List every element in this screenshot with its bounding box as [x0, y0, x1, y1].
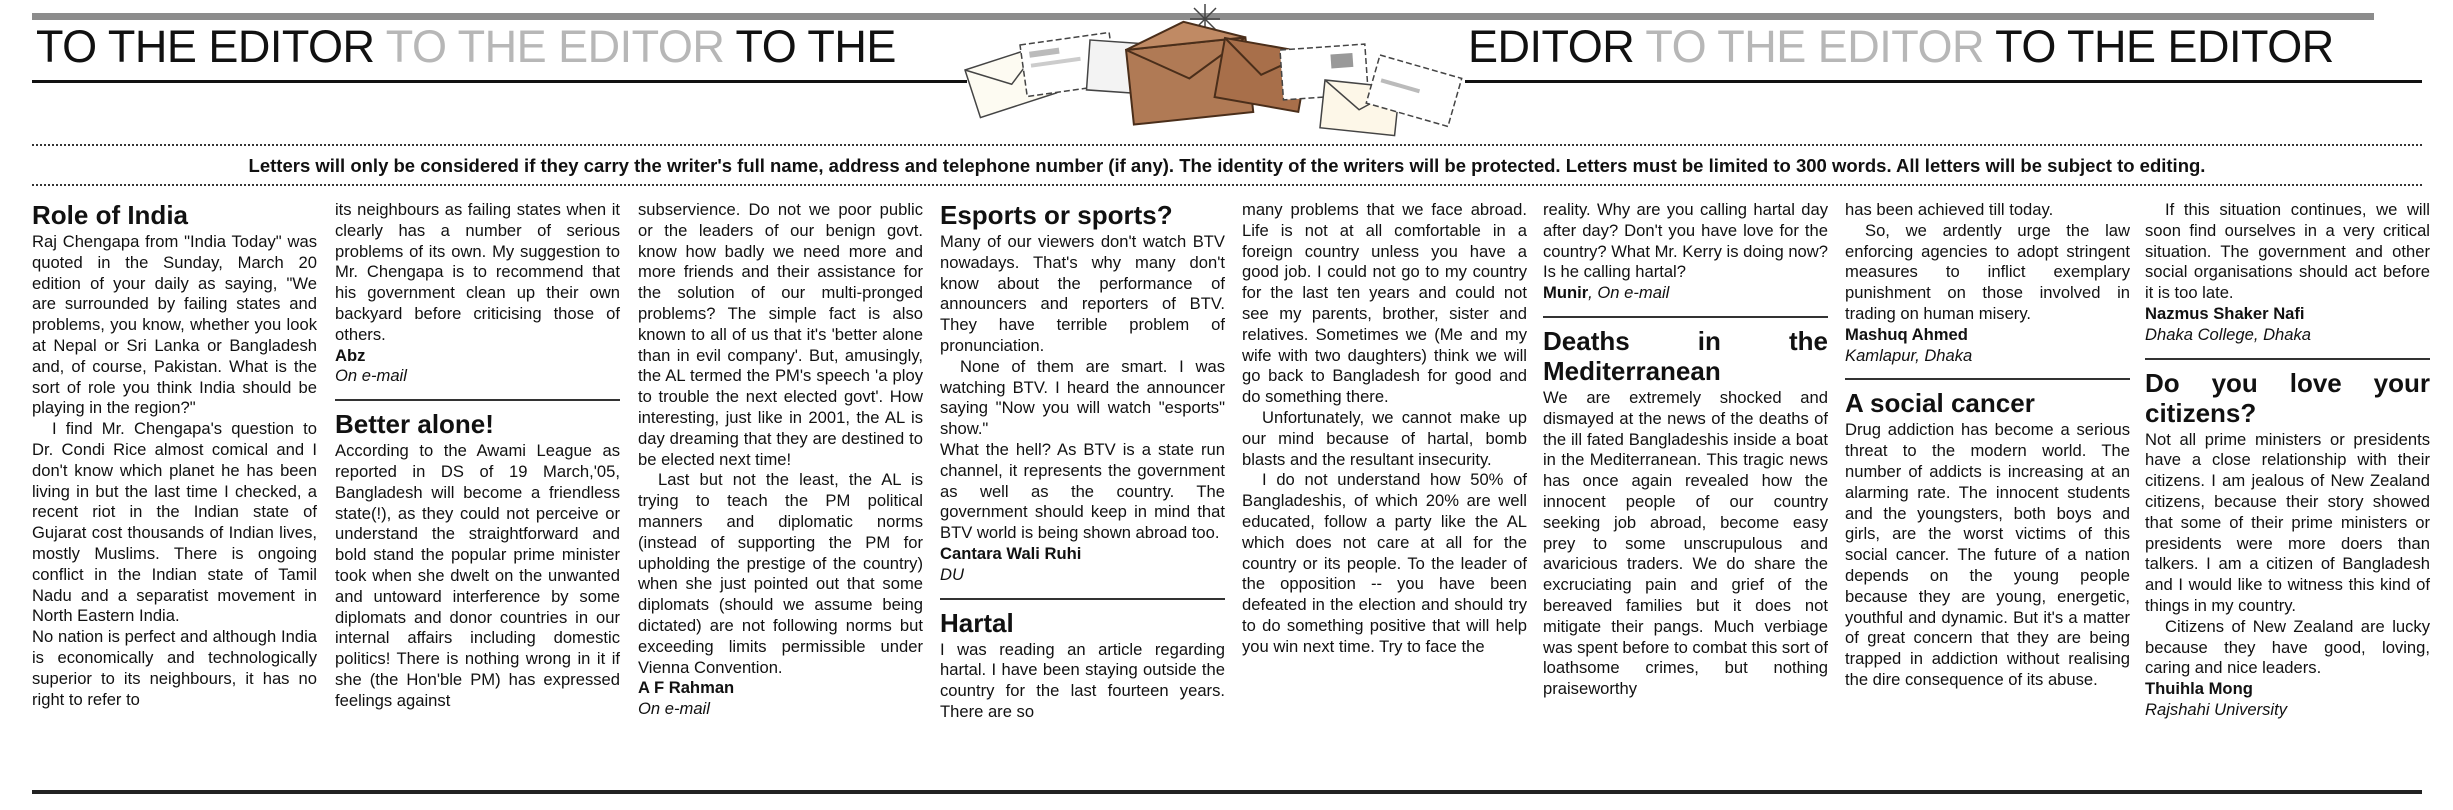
letter-paragraph: has been achieved till today. — [1845, 200, 2054, 219]
column-5 — [1242, 200, 1527, 658]
letter-paragraph: No nation is perfect and although India is economically and technologically superior to its neighbours, it has no right to refer to — [32, 627, 317, 709]
letter-paragraph: Not all prime ministers or presidents have a close relationship with their citizens. I am jealous of New Zealand citizens, because their story showed that some of their prime ministers or presidents were more doers than talkers. I am a citizen of Bangladesh and I would like to witness this kind of things in my country. — [2145, 429, 2430, 615]
column-4 — [940, 200, 1225, 723]
letter-author: Abz — [335, 345, 366, 365]
masthead-text-faded: TO THE EDITOR — [1645, 21, 1984, 72]
column-7 — [1845, 200, 2130, 691]
letter-paragraph: I find Mr. Chengapa's question to Dr. Condi Rice almost comical and I don't know which planet he has been living in but the last time I checked, a recent riot in the Indian state of Gujarat cost thousands of Indian lives, mostly Muslims. There is ongoing conflict in the Indian state of Tamil Nadu and a separatist movement in North Eastern India. — [32, 419, 317, 626]
letter-source: , On e-mail — [1588, 283, 1670, 303]
letter-title: Deaths in the Mediterranean — [1543, 325, 1828, 386]
masthead-underline-right — [1465, 80, 2422, 83]
letter-paragraph: I do not understand how 50% of Bangladeshis, of which 20% are well educated, follow a party like the AL which does not care at all for the country or its people. To the leader of the opposition -- you have been defeated in the election and should try to do something positive that will help you win next time. Try to face the — [1242, 470, 1527, 656]
letter-author: Nazmus Shaker Nafi — [2145, 303, 2305, 323]
letter-source: Kamlapur, Dhaka — [1845, 345, 1973, 365]
letter-paragraph: If this situation continues, we will soon find ourselves in a very critical situation. The government and other social organisations should act before it is too late. — [2145, 200, 2430, 303]
masthead-text-faded: TO THE EDITOR — [385, 21, 725, 72]
letter-paragraph: many problems that we face abroad. Life is not at all comfortable in a foreign country unless you have a good job. I could not go to my country for the last ten years and could not see my parents, brother, sister and relatives. Sometimes we (Me and my wife with two daughters) think we will go back to Bangladesh for good and do something there. — [1242, 200, 1527, 407]
letter-title: Hartal — [940, 607, 1014, 638]
column-3 — [638, 200, 923, 720]
letter-separator — [940, 598, 1225, 600]
masthead-text: TO THE EDITOR — [36, 21, 375, 72]
masthead-text: EDITOR — [1468, 21, 1635, 72]
letter-paragraph: Raj Chengapa from "India Today" was quoted in the Sunday, March 20 edition of your daily as saying, "We are surrounded by failing states and problems, you know, whether you look at Nepal or Sri Lanka or Bangladesh and, of course, Pakistan. What is the sort of role you think India should be playing in the region?" — [32, 232, 317, 418]
letter-separator — [1845, 378, 2130, 380]
letter-author: A F Rahman — [638, 678, 735, 698]
letter-paragraph: Drug addiction has become a serious threat to the modern world. The number of addicts is increasing at an alarming rate. The innocent students and the youngsters, both boys and girls, are the worst victims of this social cancer. The future of a nation depends on the young people because they are young, energetic, youthful and dynamic. But it's a matter of great concern that they are being trapped in addiction without realising the dire consequence of its abuse. — [1845, 420, 2130, 689]
letter-paragraph: What the hell? As BTV is a state run channel, it represents the government as well as the country. The government should keep in mind that BTV world is being shown abroad too. — [940, 439, 1225, 543]
letter-author: Munir — [1543, 283, 1589, 303]
masthead-right — [1468, 22, 2334, 72]
letter-paragraph: Citizens of New Zealand are lucky because they have good, loving, caring and nice leaders. — [2145, 616, 2430, 678]
letter-source: On e-mail — [638, 699, 710, 719]
submission-notice: Letters will only be considered if they carry the writer's full name, address and telephone number (if any). The identity of the writers will be protected. Letters must be limited to 300 words. All letters will be subject to editing. — [248, 155, 2206, 176]
letter-source: DU — [940, 564, 964, 584]
column-6 — [1543, 200, 1828, 700]
letter-paragraph: None of them are smart. I was watching BTV. I heard the announcer saying "Now you will watch "esports" show." — [940, 356, 1225, 439]
masthead-text: TO THE — [735, 21, 896, 72]
letter-paragraph: We are extremely shocked and dismayed at the news of the deaths of the ill fated Bangladeshis inside a boat in the Mediterranean. This tragic news has once again revealed how the innocent people of our country seeking job abroad, become easy prey to some unscrupulous and avaricious traders. We do share the excruciating pain and grief of the bereaved families but it does not mitigate their pangs. Much verbiage was spent before to combat this sort of loathsome crimes, but nothing praiseworthy — [1543, 387, 1829, 699]
letter-title: Role of India — [32, 200, 188, 230]
column-8 — [2145, 200, 2430, 721]
letter-paragraph: According to the Awami League as reported in DS of 19 March,'05, Bangladesh will become a friendless state(!), as they could not perceive or understand the straightforward and bold stand the popular prime minister took when she dwelt on the unwanted and untoward interference by some diplomats and donor countries in our internal affairs including domestic politics! There is nothing wrong in it if she (the Hon'ble PM) has expressed feelings against — [335, 441, 620, 710]
letter-source: Rajshahi University — [2145, 699, 2288, 719]
letter-paragraph: reality. Why are you calling hartal day after day? Don't you have love for the country? What Mr. Kerry is doing now? Is he calling hartal? — [1543, 200, 1828, 282]
bottom-rule — [32, 790, 2422, 794]
letter-title: A social cancer — [1845, 388, 2035, 419]
masthead-left — [36, 22, 896, 72]
letter-paragraph: Unfortunately, we cannot make up our mind because of hartal, bomb blasts and the resultant insecurity. — [1242, 407, 1527, 469]
letter-author: Thuihla Mong — [2145, 679, 2253, 699]
letter-title: Better alone! — [335, 409, 494, 440]
letter-signature — [1543, 283, 1669, 302]
masthead-underline-left — [32, 80, 967, 83]
dotted-divider-top — [32, 144, 2422, 146]
letter-separator — [2145, 358, 2430, 360]
letter-author: Mashuq Ahmed — [1845, 324, 1968, 344]
letter-source: Dhaka College, Dhaka — [2145, 324, 2312, 344]
column-2 — [335, 200, 620, 712]
letter-title: Do you love your citizens? — [2145, 367, 2430, 428]
dotted-divider-bottom — [32, 184, 2422, 186]
letter-paragraph: Last but not the least, the AL is trying to teach the PM political manners and diplomatic norms (instead of supporting the PM for upholding the prestige of the country) when she just pointed out that some diplomats (should we assume being dictated) are not following norms but exceeding limits permissible under Vienna Convention. — [638, 470, 923, 677]
masthead-text: TO THE EDITOR — [1995, 21, 2334, 72]
letter-paragraph: its neighbours as failing states when it clearly has a number of serious problems of its own. My suggestion to Mr. Chengapa is to recommend that his government clean up their own backyard before criticising those of others. — [335, 200, 620, 344]
envelopes-illustration-icon — [925, 0, 1505, 145]
letter-source: On e-mail — [335, 366, 407, 386]
letter-paragraph: Many of our viewers don't watch BTV nowadays. That's why many don't know about the performance of announcers and reporters of BTV. They have terrible problem of pronunciation. — [940, 232, 1225, 355]
letter-author: Cantara Wali Ruhi — [940, 543, 1082, 563]
letter-separator — [1543, 316, 1828, 318]
letter-paragraph: subservience. Do not we poor public or the leaders of our benign govt. know how badly we need more and more friends and their assistance for the solution of our multi-pronged problems? The simple fact is also known to all of us that it's 'better alone than in evil company'. But, amusingly, the AL termed the PM's speech 'a ploy to trouble the next elected govt'. How interesting, just like in 2001, the AL is day dreaming that they are destined to be elected next time! — [638, 200, 923, 469]
column-1 — [32, 200, 317, 710]
letter-paragraph: I was reading an article regarding hartal. I have been staying outside the country for the last fourteen years. There are so — [940, 639, 1225, 721]
letter-paragraph: So, we ardently urge the law enforcing agencies to adopt stringent measures to inflict exemplary punishment on those involved in trading on human misery. — [1845, 220, 2130, 323]
letter-separator — [335, 399, 620, 401]
letter-title: Esports or sports? — [940, 200, 1173, 230]
